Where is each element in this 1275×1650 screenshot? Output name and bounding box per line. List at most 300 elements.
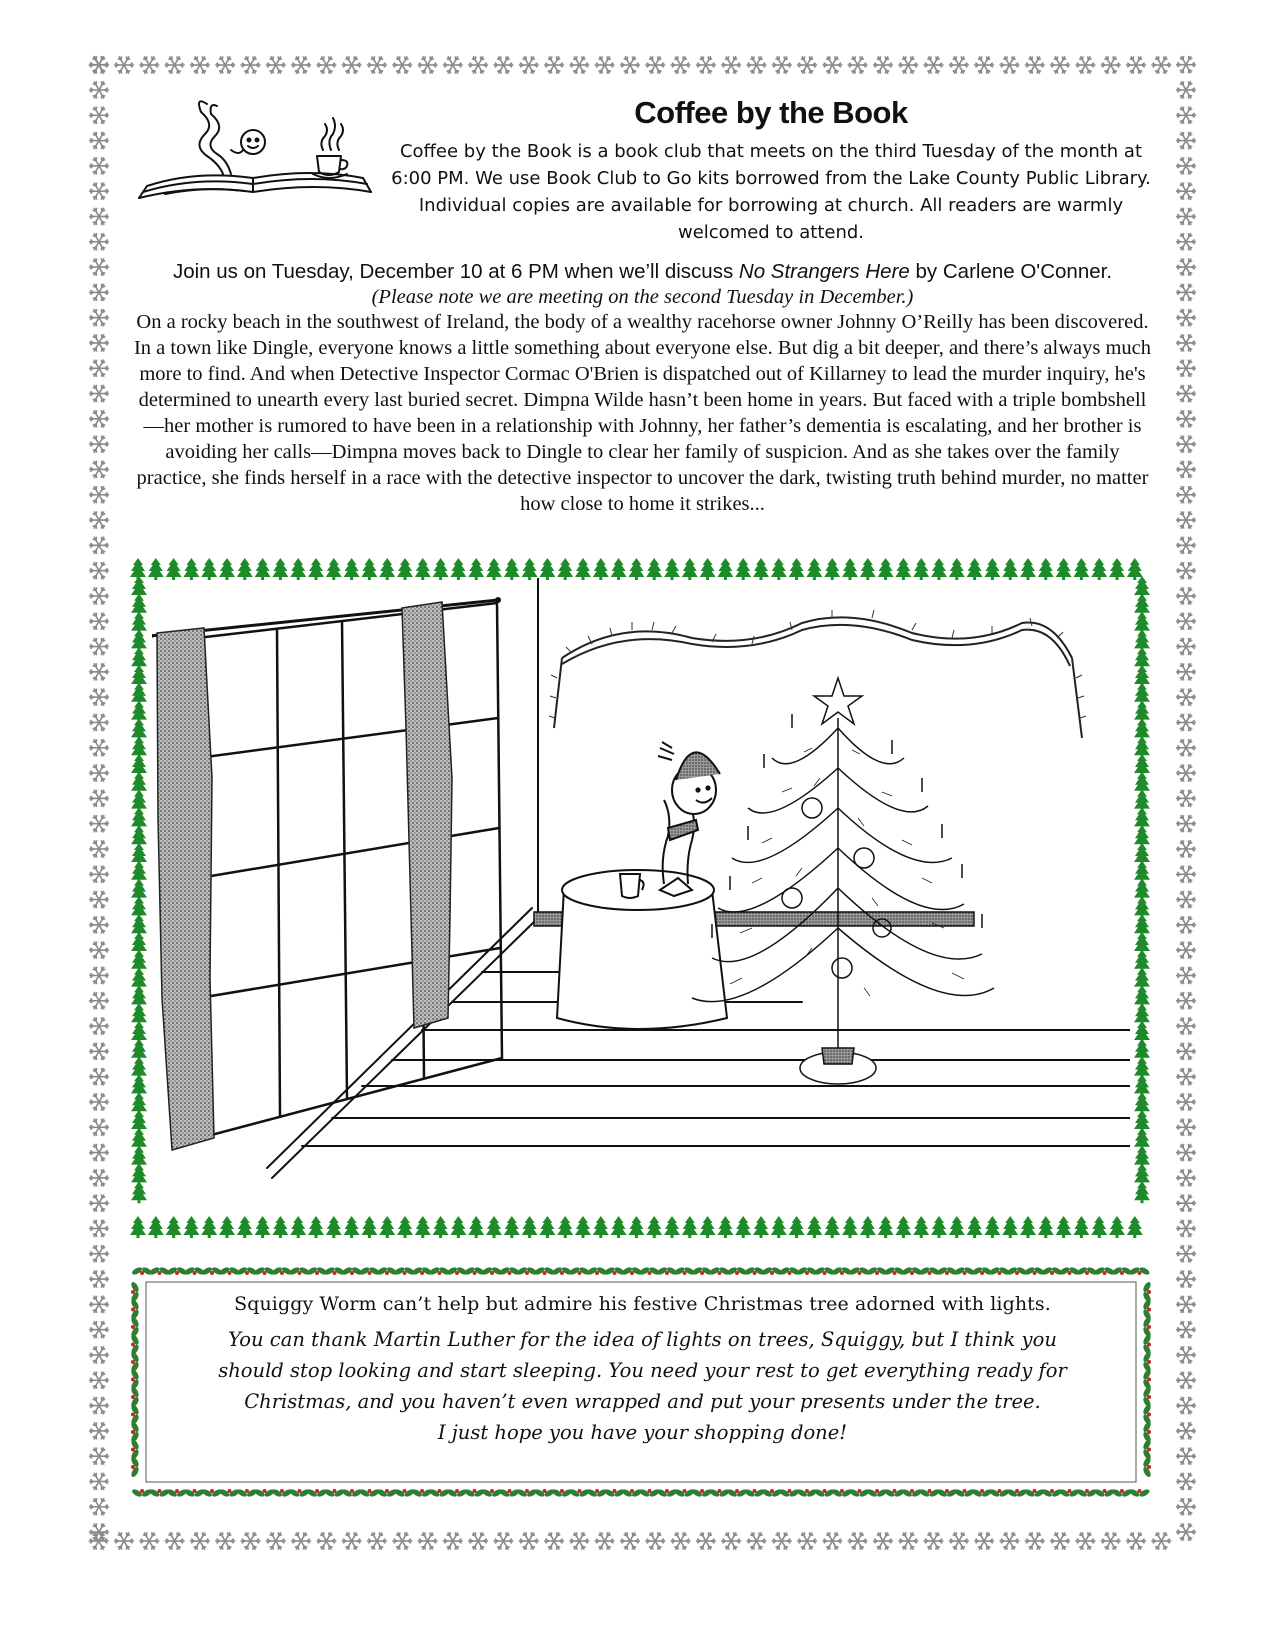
holly-icon <box>1142 1351 1152 1373</box>
christmas-tree-icon <box>219 1216 235 1238</box>
snowflake-icon <box>165 56 185 73</box>
holly-icon <box>166 1488 188 1498</box>
caption-box <box>155 1290 1130 1448</box>
holly-icon <box>183 1266 205 1276</box>
snowflake-icon <box>1176 1473 1196 1490</box>
holly-icon <box>130 1333 140 1355</box>
snowflake-icon <box>1176 258 1196 275</box>
snowflake-icon <box>519 1532 539 1549</box>
snowflake-icon <box>569 56 589 73</box>
holly-icon <box>130 1281 140 1303</box>
snowflake-icon <box>367 1532 387 1549</box>
snowflake-icon <box>1176 284 1196 301</box>
snowflake-icon <box>1000 56 1020 73</box>
caption-body <box>155 1324 1130 1448</box>
christmas-tree-icon <box>842 1216 858 1238</box>
holly-icon <box>271 1488 293 1498</box>
holly-icon <box>621 1488 643 1498</box>
snowflake-icon <box>1176 537 1196 554</box>
snowflake-icon <box>89 840 109 857</box>
snowflake-border-right <box>1173 52 1199 1554</box>
holly-icon <box>130 1456 140 1478</box>
holly-icon <box>323 1266 345 1276</box>
christmas-tree-icon <box>130 558 146 580</box>
holly-icon <box>1041 1488 1063 1498</box>
snowflake-icon <box>645 56 665 73</box>
christmas-tree-icon <box>1127 1216 1143 1238</box>
christmas-tree-icon <box>201 558 217 580</box>
snowflake-icon <box>89 1220 109 1237</box>
snowflake-icon <box>1176 436 1196 453</box>
holly-icon <box>183 1488 205 1498</box>
snowflake-icon <box>89 1397 109 1414</box>
holly-icon <box>848 1488 870 1498</box>
christmas-tree-icon <box>433 558 449 580</box>
snowflake-icon <box>519 56 539 73</box>
holly-icon <box>236 1266 258 1276</box>
holly-icon <box>638 1488 660 1498</box>
christmas-tree-icon <box>344 1216 360 1238</box>
christmas-tree-icon <box>806 558 822 580</box>
holly-icon <box>918 1266 940 1276</box>
christmas-tree-icon <box>664 558 680 580</box>
christmas-tree-icon <box>771 1216 787 1238</box>
christmas-tree-icon <box>1073 1216 1089 1238</box>
holly-icon <box>498 1266 520 1276</box>
snowflake-icon <box>1176 790 1196 807</box>
holly-icon <box>796 1266 818 1276</box>
snowflake-icon <box>671 56 691 73</box>
snowflake-icon <box>342 56 362 73</box>
christmas-tree-icon <box>450 1216 466 1238</box>
christmas-tree-icon <box>433 1216 449 1238</box>
snowflake-icon <box>1151 56 1171 73</box>
meeting-announcement <box>130 259 1155 285</box>
snowflake-icon <box>822 1532 842 1549</box>
snowflake-icon <box>1176 385 1196 402</box>
snowflake-icon <box>1176 208 1196 225</box>
christmas-tree-icon <box>735 558 751 580</box>
snowflake-icon <box>89 461 109 478</box>
snowflake-icon <box>671 1532 691 1549</box>
christmas-tree-icon <box>593 558 609 580</box>
meeting-lead: Join us on Tuesday, December 10 at 6 PM when we’ll discuss <box>172 260 739 283</box>
holly-icon <box>130 1298 140 1320</box>
christmas-tree-icon <box>522 558 538 580</box>
caption-line: Christmas, and you haven’t even wrapped and put your presents under the tree. <box>244 1390 1041 1413</box>
christmas-tree-icon <box>290 558 306 580</box>
snowflake-icon <box>89 1144 109 1161</box>
snowflake-icon <box>89 183 109 200</box>
holly-icon <box>866 1488 888 1498</box>
snowflake-icon <box>1176 107 1196 124</box>
christmas-tree-icon <box>611 1216 627 1238</box>
snowflake-icon <box>1176 1448 1196 1465</box>
snowflake-icon <box>493 56 513 73</box>
snowflake-icon <box>696 56 716 73</box>
christmas-tree-icon <box>1134 1181 1150 1203</box>
snowflake-icon <box>595 56 615 73</box>
christmas-tree-icon <box>361 558 377 580</box>
snowflake-icon <box>1176 587 1196 604</box>
christmas-tree-icon <box>717 1216 733 1238</box>
snowflake-icon <box>89 739 109 756</box>
snowflake-icon <box>89 1473 109 1490</box>
christmas-tree-icon <box>842 558 858 580</box>
christmas-tree-icon <box>539 1216 555 1238</box>
snowflake-icon <box>1176 132 1196 149</box>
snowflake-icon <box>1050 1532 1070 1549</box>
christmas-tree-icon <box>771 558 787 580</box>
holly-icon <box>428 1266 450 1276</box>
christmas-tree-icon <box>397 558 413 580</box>
snowflake-icon <box>747 1532 767 1549</box>
snowflake-icon <box>443 1532 463 1549</box>
christmas-tree-icon <box>166 1216 182 1238</box>
christmas-tree-icon <box>735 1216 751 1238</box>
holly-icon <box>761 1266 783 1276</box>
snowflake-icon <box>89 1245 109 1262</box>
holly-icon <box>428 1488 450 1498</box>
holly-icon <box>131 1266 153 1276</box>
snowflake-icon <box>89 1093 109 1110</box>
holly-icon <box>586 1266 608 1276</box>
snowflake-icon <box>1075 1532 1095 1549</box>
holly-icon <box>953 1488 975 1498</box>
snowflake-icon <box>949 56 969 73</box>
holly-icon <box>988 1488 1010 1498</box>
christmas-tree-icon <box>237 1216 253 1238</box>
holly-icon <box>533 1488 555 1498</box>
snowflake-icon <box>139 56 159 73</box>
christmas-tree-icon <box>1127 558 1143 580</box>
caption-line: You can thank Martin Luther for the idea of lights on trees, Squiggy, but I think you <box>228 1328 1057 1351</box>
holly-icon <box>446 1266 468 1276</box>
caption-line: I just hope you have your shopping done! <box>437 1421 848 1444</box>
christmas-tree-icon <box>611 558 627 580</box>
christmas-tree-icon <box>379 1216 395 1238</box>
snowflake-icon <box>1101 56 1121 73</box>
meeting-note: (Please note we are meeting on the second Tuesday in December.) <box>371 286 914 308</box>
holly-icon <box>656 1488 678 1498</box>
holly-icon <box>971 1488 993 1498</box>
christmas-tree-icon <box>379 558 395 580</box>
snowflake-icon <box>89 1321 109 1338</box>
snowflake-icon <box>190 1532 210 1549</box>
snowflake-icon <box>1176 1372 1196 1389</box>
snowflake-icon <box>1176 233 1196 250</box>
christmas-tree-icon <box>308 1216 324 1238</box>
holly-icon <box>1058 1488 1080 1498</box>
snowflake-icon <box>89 1169 109 1186</box>
christmas-tree-icon <box>1109 558 1125 580</box>
holly-icon <box>130 1438 140 1460</box>
christmas-tree-icon <box>789 558 805 580</box>
holly-icon <box>1093 1488 1115 1498</box>
snowflake-icon <box>89 56 109 73</box>
holly-icon <box>848 1266 870 1276</box>
snowflake-icon <box>1176 511 1196 528</box>
christmas-tree-icon <box>593 1216 609 1238</box>
holly-icon <box>1023 1488 1045 1498</box>
snowflake-icon <box>1176 309 1196 326</box>
christmas-tree-icon <box>895 558 911 580</box>
christmas-tree-icon <box>860 558 876 580</box>
christmas-tree-icon <box>183 1216 199 1238</box>
snowflake-icon <box>89 1346 109 1363</box>
snowflake-icon <box>1176 1169 1196 1186</box>
book-author: by Carlene O'Conner. <box>909 260 1113 283</box>
snowflake-icon <box>620 56 640 73</box>
caption-line: should stop looking and start sleeping. You need your rest to get everything ready for <box>218 1359 1067 1382</box>
snowflake-icon <box>1176 1270 1196 1287</box>
holly-icon <box>130 1421 140 1443</box>
holly-icon <box>568 1266 590 1276</box>
snowflake-icon <box>468 1532 488 1549</box>
christmas-tree-icon <box>984 558 1000 580</box>
christmas-tree-icon <box>789 1216 805 1238</box>
snowflake-icon <box>1176 334 1196 351</box>
snowflake-icon <box>721 1532 741 1549</box>
christmas-tree-icon <box>628 558 644 580</box>
snowflake-icon <box>772 1532 792 1549</box>
christmas-tree-icon <box>308 558 324 580</box>
snowflake-icon <box>569 1532 589 1549</box>
snowflake-icon <box>89 1523 109 1540</box>
snowflake-icon <box>266 1532 286 1549</box>
snowflake-icon <box>1176 714 1196 731</box>
snowflake-icon <box>316 56 336 73</box>
snowflake-icon <box>1126 56 1146 73</box>
snowflake-icon <box>89 638 109 655</box>
holly-icon <box>1142 1403 1152 1425</box>
snowflake-icon <box>1176 81 1196 98</box>
snowflake-border-bottom <box>86 1528 1199 1554</box>
christmas-tree-icon <box>1073 558 1089 580</box>
snowflake-icon <box>1176 410 1196 427</box>
snowflake-icon <box>797 1532 817 1549</box>
christmas-tree-icon <box>504 1216 520 1238</box>
snowflake-icon <box>721 56 741 73</box>
snowflake-icon <box>89 967 109 984</box>
snowflake-icon <box>418 56 438 73</box>
christmas-tree-icon <box>717 558 733 580</box>
holly-icon <box>1142 1316 1152 1338</box>
holly-icon <box>411 1266 433 1276</box>
christmas-tree-icon <box>682 1216 698 1238</box>
christmas-tree-icon <box>931 558 947 580</box>
snowflake-icon <box>1126 1532 1146 1549</box>
snowflake-icon <box>89 790 109 807</box>
holly-icon <box>813 1488 835 1498</box>
snowflake-icon <box>645 1532 665 1549</box>
holly-icon <box>253 1266 275 1276</box>
snowflake-icon <box>1176 1017 1196 1034</box>
snowflake-icon <box>190 56 210 73</box>
snowflake-icon <box>165 1532 185 1549</box>
snowflake-border-top <box>86 52 1199 78</box>
snowflake-icon <box>1176 1523 1196 1540</box>
snowflake-icon <box>1176 967 1196 984</box>
snowflake-icon <box>1176 157 1196 174</box>
christmas-tree-icon <box>824 558 840 580</box>
holly-icon <box>288 1488 310 1498</box>
holly-icon <box>936 1266 958 1276</box>
snowflake-icon <box>418 1532 438 1549</box>
snowflake-icon <box>89 385 109 402</box>
snowflake-icon <box>89 1296 109 1313</box>
book-title: No Strangers Here <box>738 260 910 283</box>
christmas-tree-icon <box>539 558 555 580</box>
holly-icon <box>1142 1456 1152 1478</box>
snowflake-icon <box>873 1532 893 1549</box>
snowflake-icon <box>1176 866 1196 883</box>
snowflake-icon <box>1176 663 1196 680</box>
holly-icon <box>376 1266 398 1276</box>
christmas-tree-icon <box>913 558 929 580</box>
snowflake-icon <box>89 562 109 579</box>
holly-icon <box>393 1488 415 1498</box>
snowflake-icon <box>114 1532 134 1549</box>
snowflake-icon <box>89 689 109 706</box>
snowflake-icon <box>89 410 109 427</box>
holly-icon <box>813 1266 835 1276</box>
christmas-tree-icon <box>344 558 360 580</box>
snowflake-icon <box>89 1448 109 1465</box>
snowflake-icon <box>822 56 842 73</box>
snowflake-icon <box>316 1532 336 1549</box>
holly-icon <box>971 1266 993 1276</box>
holly-icon <box>481 1488 503 1498</box>
snowflake-icon <box>139 1532 159 1549</box>
snowflake-icon <box>114 56 134 73</box>
holly-icon <box>831 1488 853 1498</box>
holly-icon <box>131 1488 153 1498</box>
christmas-tree-icon <box>895 1216 911 1238</box>
snowflake-icon <box>241 56 261 73</box>
snowflake-icon <box>1176 891 1196 908</box>
holly-icon <box>481 1266 503 1276</box>
snowflake-icon <box>1176 562 1196 579</box>
christmas-tree-icon <box>1038 558 1054 580</box>
snowflake-icon <box>1050 56 1070 73</box>
snowflake-icon <box>1176 1220 1196 1237</box>
holly-icon <box>1111 1488 1133 1498</box>
holly-icon <box>743 1266 765 1276</box>
snowflake-icon <box>89 1017 109 1034</box>
christmas-tree-icon <box>130 1216 146 1238</box>
snowflake-icon <box>1176 916 1196 933</box>
christmas-tree-icon <box>913 1216 929 1238</box>
snowflake-icon <box>974 1532 994 1549</box>
holly-icon <box>358 1266 380 1276</box>
snowflake-icon <box>89 309 109 326</box>
snowflake-icon <box>1176 486 1196 503</box>
holly-icon <box>498 1488 520 1498</box>
snowflake-icon <box>898 1532 918 1549</box>
snowflake-icon <box>544 56 564 73</box>
snowflake-icon <box>1101 1532 1121 1549</box>
holly-icon <box>130 1368 140 1390</box>
snowflake-icon <box>291 56 311 73</box>
holly-icon <box>883 1488 905 1498</box>
snowflake-icon <box>1176 1068 1196 1085</box>
holly-icon <box>866 1266 888 1276</box>
holly-icon <box>1142 1281 1152 1303</box>
snowflake-icon <box>89 714 109 731</box>
snowflake-icon <box>924 1532 944 1549</box>
holly-icon <box>953 1266 975 1276</box>
christmas-tree-icon <box>1056 1216 1072 1238</box>
holly-icon <box>516 1266 538 1276</box>
christmas-tree-icon <box>361 1216 377 1238</box>
christmas-tree-icon <box>967 1216 983 1238</box>
christmas-tree-icon <box>397 1216 413 1238</box>
snowflake-icon <box>949 1532 969 1549</box>
christmas-tree-icon <box>486 558 502 580</box>
snowflake-icon <box>89 1498 109 1515</box>
snowflake-icon <box>89 258 109 275</box>
snowflake-icon <box>924 56 944 73</box>
squiggy-christmas-illustration <box>152 578 1130 1214</box>
christmas-tree-icon <box>415 1216 431 1238</box>
holly-icon <box>446 1488 468 1498</box>
snowflake-icon <box>89 1372 109 1389</box>
christmas-tree-icon <box>326 558 342 580</box>
christmas-tree-icon <box>468 558 484 580</box>
christmas-tree-icon <box>255 558 271 580</box>
snowflake-icon <box>1176 1245 1196 1262</box>
snowflake-icon <box>1176 1397 1196 1414</box>
christmas-tree-icon <box>183 558 199 580</box>
snowflake-icon <box>468 56 488 73</box>
snowflake-icon <box>443 56 463 73</box>
snowflake-icon <box>291 1532 311 1549</box>
holly-icon <box>1142 1368 1152 1390</box>
snowflake-icon <box>1176 638 1196 655</box>
book-synopsis: On a rocky beach in the southwest of Ireland, the body of a wealthy racehorse owner Johnny O’Reilly has been discovered. In a town like Dingle, everyone knows a little something about everyone else. But dig a bit deeper, and there’s always much more to find. And when Detective Inspector Cormac O'Brien is dispatched out of Killarney to lead the murder inquiry, he's determined to unearth every last buried secret. Dimpna Wilde hasn’t been home in years. But faced with a triple bombshell—her mother is rumored to have been in a relationship with Johnny, her father’s dementia is escalating, and her brother is avoiding her calls—Dimpna moves back to Dingle to clear her family of suspicion. And as she takes over the family practice, she finds herself in a race with the detective inspector to uncover the dark, twisting truth behind murder, no matter how close to home it strikes... <box>133 311 1152 515</box>
snowflake-icon <box>89 764 109 781</box>
snowflake-icon <box>1176 461 1196 478</box>
snowflake-icon <box>89 1119 109 1136</box>
holly-icon <box>1142 1438 1152 1460</box>
holly-icon <box>656 1266 678 1276</box>
snowflake-icon <box>1176 360 1196 377</box>
christmas-tree-icon <box>806 1216 822 1238</box>
snowflake-icon <box>1176 1321 1196 1338</box>
holly-icon <box>218 1266 240 1276</box>
holly-icon <box>1058 1266 1080 1276</box>
snowflake-icon <box>1025 56 1045 73</box>
holly-icon <box>306 1488 328 1498</box>
snowflake-icon <box>747 56 767 73</box>
christmas-tree-icon <box>984 1216 1000 1238</box>
snowflake-icon <box>89 1422 109 1439</box>
christmas-tree-icon <box>700 558 716 580</box>
holly-icon <box>341 1488 363 1498</box>
holly-icon <box>130 1351 140 1373</box>
holly-icon <box>148 1488 170 1498</box>
christmas-tree-icon <box>237 558 253 580</box>
holly-icon <box>796 1488 818 1498</box>
holly-icon <box>1142 1421 1152 1443</box>
christmas-tree-icon <box>949 558 965 580</box>
snowflake-icon <box>1025 1532 1045 1549</box>
christmas-tree-icon <box>967 558 983 580</box>
snowflake-icon <box>696 1532 716 1549</box>
snowflake-icon <box>342 1532 362 1549</box>
christmas-tree-icon <box>700 1216 716 1238</box>
